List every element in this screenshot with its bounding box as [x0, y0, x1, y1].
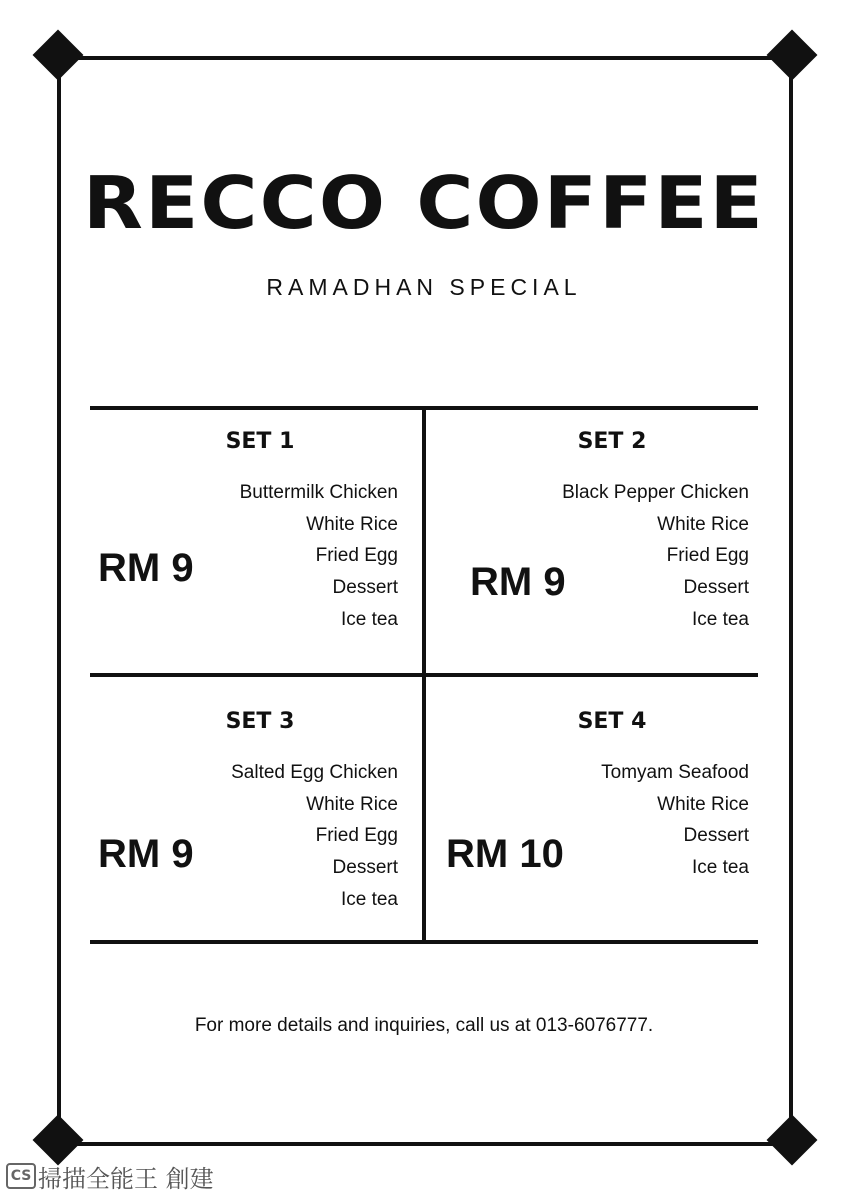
set-2-price: RM 9	[470, 560, 566, 604]
set-4-item: White Rice	[657, 793, 749, 815]
set-4-title: SET 4	[577, 709, 647, 734]
set-4-item: Ice tea	[691, 857, 749, 879]
set-1-price: RM 9	[98, 546, 194, 590]
watermark-text: 掃描全能王 創建	[38, 1164, 214, 1193]
set-3-item: White Rice	[306, 793, 398, 815]
set-2-title: SET 2	[577, 429, 647, 454]
set-1-item: Dessert	[332, 577, 398, 599]
set-3-item: Dessert	[332, 857, 398, 879]
set-1-items	[240, 477, 398, 635]
menu-title: RECCO COFFEE	[83, 161, 765, 245]
set-3-item: Fried Egg	[315, 825, 398, 847]
set-4-price: RM 10	[446, 832, 564, 876]
set-3-item: Salted Egg Chicken	[231, 762, 398, 783]
menu-subtitle: RAMADHAN SPECIAL	[266, 274, 582, 300]
set-4-items	[601, 757, 749, 884]
set-4-item: Dessert	[683, 825, 749, 847]
contact-footer: For more details and inquiries, call us at 013-6076777.	[194, 1015, 654, 1036]
set-2-item: White Rice	[657, 513, 749, 535]
set-4-item: Tomyam Seafood	[601, 762, 749, 783]
set-2-item: Black Pepper Chicken	[562, 482, 749, 503]
set-3-title: SET 3	[225, 709, 295, 734]
set-3-items	[231, 757, 398, 915]
set-1-title: SET 1	[225, 429, 295, 454]
set-2-items	[562, 477, 749, 635]
set-1-item: Fried Egg	[315, 545, 398, 567]
set-2-item: Dessert	[683, 577, 749, 599]
grid-line-vertical	[422, 407, 426, 943]
camscanner-logo-icon: CS	[6, 1163, 36, 1189]
set-1-item: Ice tea	[340, 608, 398, 630]
set-1-item: White Rice	[306, 513, 398, 535]
set-3-item: Ice tea	[340, 888, 398, 910]
set-2-item: Ice tea	[691, 608, 749, 630]
scanner-watermark	[6, 1160, 214, 1192]
set-3-price: RM 9	[98, 832, 194, 876]
set-2-item: Fried Egg	[666, 545, 749, 567]
set-1-item: Buttermilk Chicken	[239, 482, 398, 503]
